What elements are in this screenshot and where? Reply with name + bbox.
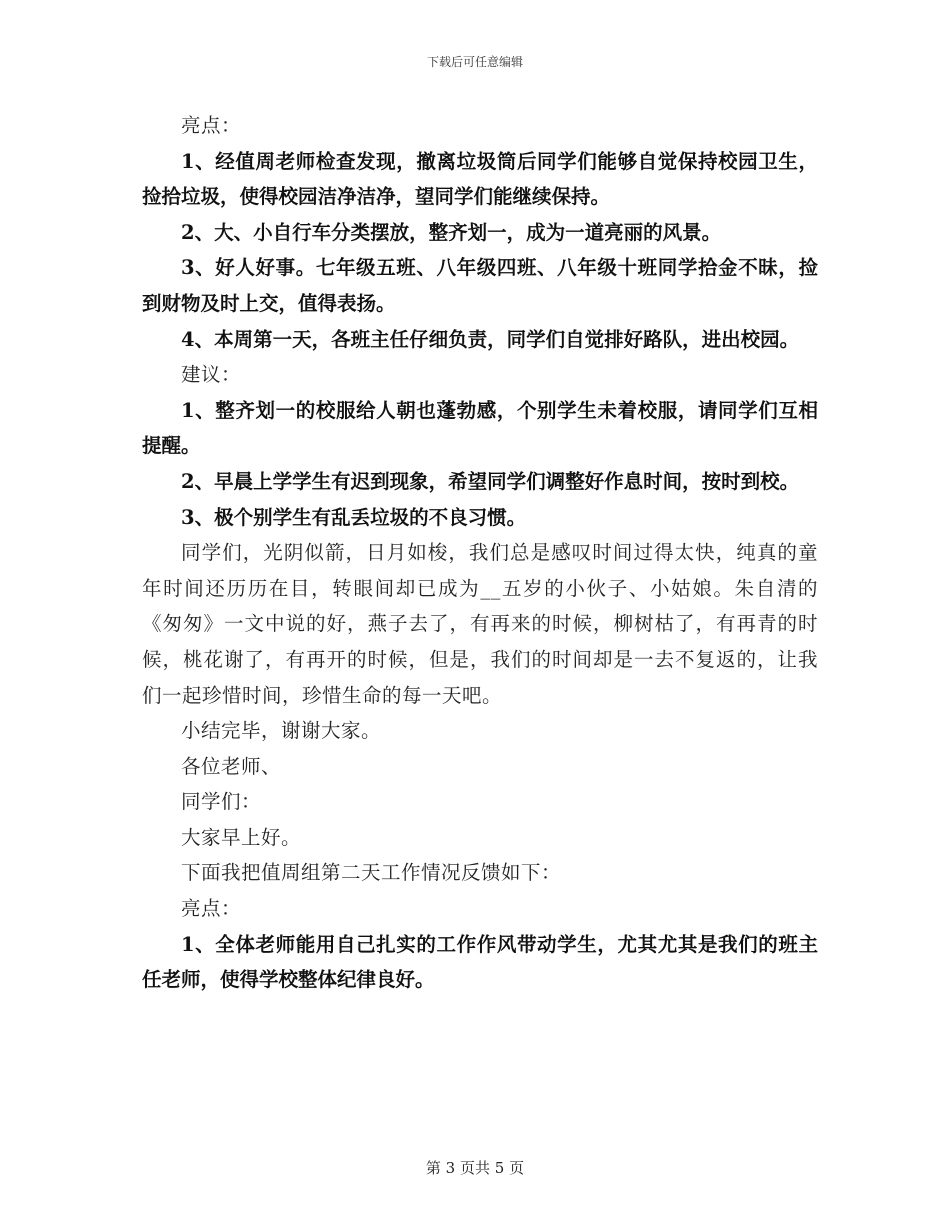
paragraph: 亮点：: [181, 897, 242, 921]
page-footer: 第 3 页共 5 页: [425, 1159, 525, 1177]
document-body: [142, 108, 818, 998]
paragraph: 3、极个别学生有乱丢垃圾的不良习惯。: [181, 505, 527, 529]
paragraph: 1、全体老师能用自己扎实的工作作风带动学生，尤其尤其是我们的班主任老师，使得学校整体纪律良好。: [142, 932, 818, 992]
paragraph: 同学们，光阴似箭，日月如梭，我们总是感叹时间过得太快，纯真的童年时间还历历在目，转眼间却已成为__五岁的小伙子、小姑娘。朱自清的《匆匆》一文中说的好，燕子去了，有再来的时候，柳树枯了，有再青的时候，桃花谢了，有再开的时候，但是，我们的时间却是一去不复返的，让我们一起珍惜时间，珍惜生命的每一天吧。: [142, 541, 818, 707]
paragraph: 建议：: [181, 363, 242, 387]
paragraph: 下面我把值周组第二天工作情况反馈如下：: [181, 861, 562, 885]
paragraph: 大家早上好。: [181, 825, 302, 849]
paragraph: 1、整齐划一的校服给人朝也蓬勃感，个别学生未着校服，请同学们互相提醒。: [142, 398, 818, 458]
paragraph: 2、大、小自行车分类摆放，整齐划一，成为一道亮丽的风景。: [181, 220, 722, 244]
paragraph: 小结完毕，谢谢大家。: [181, 719, 382, 743]
paragraph: 2、早晨上学学生有迟到现象，希望同学们调整好作息时间，按时到校。: [181, 469, 800, 493]
paragraph: 3、好人好事。七年级五班、八年级四班、八年级十班同学拾金不昧，捡到财物及时上交，值得表扬。: [142, 256, 818, 315]
paragraph: 同学们：: [181, 790, 262, 814]
paragraph: 亮点：: [181, 114, 242, 137]
paragraph: 各位老师、: [181, 754, 282, 778]
page-header: 下载后可任意编辑: [426, 55, 523, 69]
paragraph: 4、本周第一天，各班主任仔细负责，同学们自觉排好路队，进出校园。: [181, 327, 800, 351]
paragraph: 1、经值周老师检查发现，撤离垃圾筒后同学们能够自觉保持校园卫生，捡拾垃圾，使得校园洁净洁净，望同学们能继续保持。: [142, 149, 818, 209]
